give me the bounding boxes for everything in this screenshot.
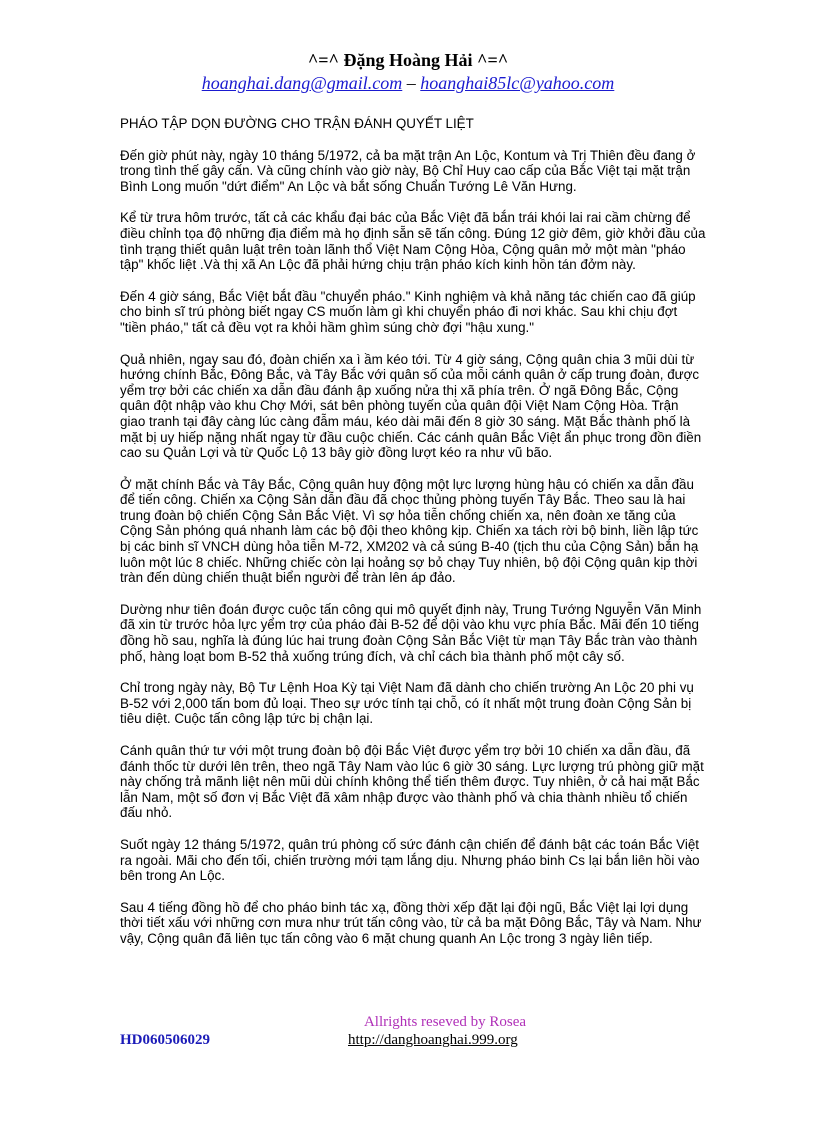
email-link-yahoo[interactable]: hoanghai85lc@yahoo.com: [420, 73, 615, 93]
paragraph: Đến giờ phút này, ngày 10 tháng 5/1972, cả ba mặt trận An Lộc, Kontum và Trị Thiên đều đang ở trong tình thế gây cấn. Và cũng chính vào giờ này, Bộ Chỉ Huy cao cấp của Bắc Việt tại mặt trận Bình Long muốn "dứt điểm" An Lộc và bắt sống Chuẩn Tướng Lê Văn Hưng.: [120, 147, 696, 194]
paragraph: Chỉ trong ngày này, Bộ Tư Lệnh Hoa Kỳ tại Việt Nam đã dành cho chiến trường An Lộc 20 phi vụ B-52 với 2,000 tấn bom đủ loại. Theo sự ước tính tại chỗ, có ít nhất một trung đoàn Cộng Sản bị tiêu diệt. Cuộc tấn công lập tức bị chận lại.: [120, 680, 694, 727]
article-heading: PHÁO TẬP DỌN ĐƯỜNG CHO TRẬN ĐÁNH QUYẾT LIỆT: [120, 116, 474, 131]
copyright-notice: Allrights reseved by Rosea: [363, 1014, 527, 1030]
author-emails: [0, 73, 816, 94]
paragraph: Ở mặt chính Bắc và Tây Bắc, Cộng quân huy động một lực lượng hùng hậu có chiến xa dẫn đầu để tiến công. Chiến xa Cộng Sản dẫn đầu đã chọc thủng phòng tuyến Tây Bắc. Theo sau là hai trung đoàn bộ chiến Cộng Sản Bắc Việt. Vì sợ hỏa tiễn chống chiến xa, nên đoàn xe tăng của Cộng Sản phóng quá nhanh làm các bộ đội theo không kịp. Chiến xa tách rời bộ binh, liền lập tức bị các binh sĩ VNCH dùng hỏa tiễn M-72, XM202 và cả súng B-40 (tịch thu của Cộng Sản) bắn hạ luôn một lúc 8 chiếc. Những chiếc còn lại hoảng sợ bỏ chạy Tuy nhiên, bộ đội Cộng quân kịp thời tràn đến dùng chiến thuật biển người để tràn lên áp đảo.: [120, 476, 699, 586]
email-separator: –: [402, 73, 421, 93]
website-link[interactable]: http://danghoanghai.999.org: [348, 1032, 518, 1048]
paragraph: Cánh quân thứ tư với một trung đoàn bộ đội Bắc Việt được yểm trợ bởi 10 chiến xa dẫn đầu, đã đánh thốc từ dưới lên trên, theo ngã Tây Nam vào lúc 6 giờ 30 sáng. Lực lượng trú phòng giữ mặt này chống trả mãnh liệt nên mũi dùi chính không thể tiến thêm được. Tuy nhiên, ở cả hai mặt Bắc lẫn Nam, một số đơn vị Bắc Việt đã xâm nhập được vào thành phố và chia thành nhiều tổ chiến đấu nhỏ.: [120, 743, 704, 821]
paragraph: Kể từ trưa hôm trước, tất cả các khẩu đại bác của Bắc Việt đã bắn trái khói lai rai cầm chừng để điều chỉnh tọa độ những địa điểm mà họ định sẵn sẽ tấn công. Đúng 12 giờ đêm, giờ khởi đầu của tình trạng thiết quân luật trên toàn lãnh thổ Việt Nam Cộng Hòa, Cộng quân mở một màn "pháo tập" khốc liệt .Và thị xã An Lộc đã phải hứng chịu trận pháo kích kinh hồn tán đởm này.: [120, 210, 706, 273]
paragraph: Quả nhiên, ngay sau đó, đoàn chiến xa ì ầm kéo tới. Từ 4 giờ sáng, Cộng quân chia 3 mũi dùi từ hướng chính Bắc, Đông Bắc, và Tây Bắc với quân số của mỗi cánh quân ở cấp trung đoàn, được yểm trợ bởi các chiến xa dẫn đầu đánh ập xuống nửa thị xã phía trên. Ở ngã Đông Bắc, Cộng quân đột nhập vào khu Chợ Mới, sát bên phòng tuyến của quân đội Việt Nam Cộng Hòa. Trận giao tranh tại đây càng lúc càng đẫm máu, kéo dài mãi đến 8 giờ 30 sáng. Mặt Bắc thành phố là mặt bị uy hiếp nặng nhất ngay từ đầu cuộc chiến. Các cánh quân Bắc Việt ẩn phục trong đồn điền cao su Quản Lợi và từ Quốc Lộ 13 bây giờ đồng lượt kéo ra như vũ bão.: [120, 351, 702, 461]
email-link-gmail[interactable]: hoanghai.dang@gmail.com: [201, 73, 403, 93]
article-body: [120, 116, 706, 963]
document-id: HD060506029: [120, 1032, 210, 1048]
paragraph: Đến 4 giờ sáng, Bắc Việt bắt đầu "chuyển pháo." Kinh nghiệm và khả năng tác chiến cao đã giúp cho binh sĩ trú phòng biết ngay CS muốn làm gì khi chuyển pháo đi nơi khác. Sau khi chịu đợt "tiền pháo," tất cả đều vọt ra khỏi hầm ghìm súng chờ đợi "hậu xung.": [120, 288, 696, 335]
paragraph: Suốt ngày 12 tháng 5/1972, quân trú phòng cố sức đánh cận chiến để đánh bật các toán Bắc Việt ra ngoài. Mãi cho đến tối, chiến trường mới tạm lắng dịu. Nhưng pháo binh Cs lại bắn liên hồi vào bên trong An Lộc.: [120, 836, 700, 884]
paragraph: Dường như tiên đoán được cuộc tấn công qui mô quyết định này, Trung Tướng Nguyễn Văn Minh đã xin từ trước hỏa lực yểm trợ của pháo đài B-52 để dội vào khu vực phía Bắc. Mãi đến 10 tiếng đồng hồ sau, nghĩa là đúng lúc hai trung đoàn Cộng Sản Bắc Việt từ mạn Tây Bắc tràn vào thành phố, hàng loạt bom B-52 thả xuống trúng đích, và chỉ cách bìa thành phố một cây số.: [120, 601, 702, 664]
author-title: ^=^ Đặng Hoàng Hải ^=^: [307, 50, 509, 70]
paragraph: Sau 4 tiếng đồng hồ để cho pháo binh tác xạ, đồng thời xếp đặt lại đội ngũ, Bắc Việt lại lợi dụng thời tiết xấu với những cơn mưa như trút tấn công vào, từ cả ba mặt Đông Bắc, Tây và Nam. Như vậy, Cộng quân đã liên tục tấn công vào 6 mặt chung quanh An Lộc trong 3 ngày liên tiếp.: [120, 899, 702, 946]
